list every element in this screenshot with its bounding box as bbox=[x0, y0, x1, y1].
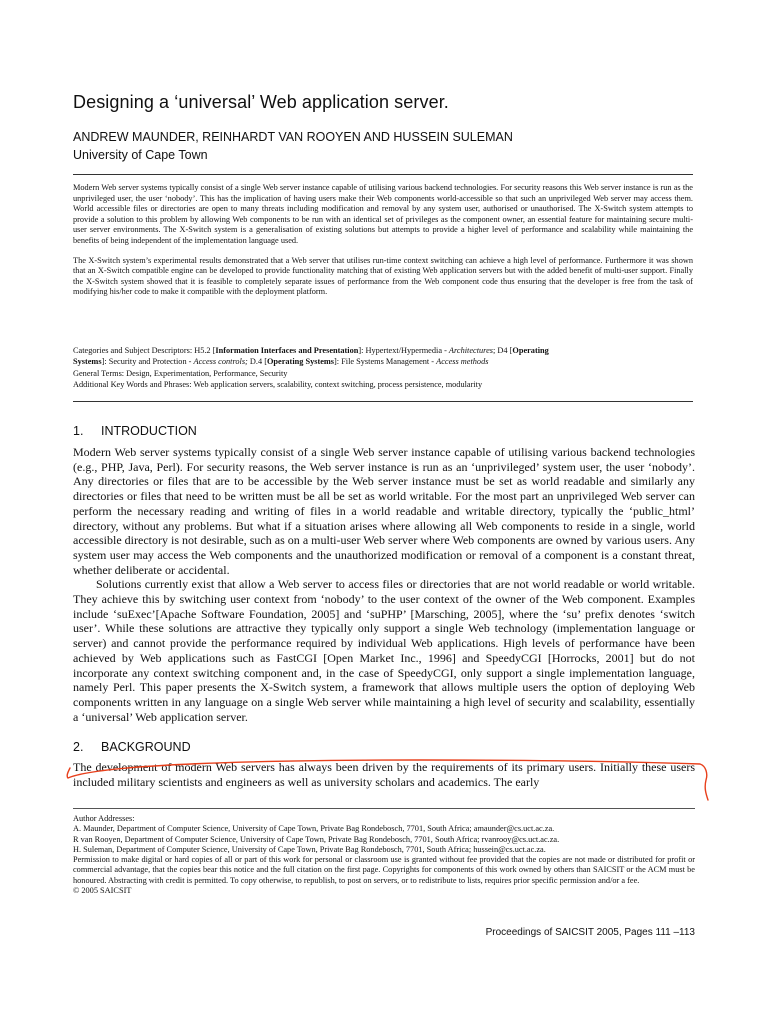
affiliation: University of Cape Town bbox=[73, 148, 208, 162]
abstract-paragraph-2: The X-Switch system’s experimental results demonstrated that a Web server that utilises run-time context switching can achieve a high level of performance. Furthermore it was shown that an X-Switch compatible engine can be developed to provide functionality matching that of existing Web application servers but with the added benefit of multi-user support. Finally the X-Switch system showed that it is feasible to completely separate issues of performance from the Web component code thus ensuring that the developer is free from the task of modifying his/her code to make it compatible with the deployment platform. bbox=[73, 255, 693, 297]
cat-text: ]: File Systems Management - bbox=[334, 357, 437, 367]
background-paragraph: The development of modern Web servers has always been driven by the requirements of its primary users. Initially these users included military scientists and engineers as well as university scholars and academics. The early bbox=[73, 760, 695, 789]
categories-line-2 bbox=[73, 356, 693, 367]
cat-text: ]: Security and Protection - bbox=[101, 357, 194, 367]
cat-bold: Operating bbox=[512, 346, 549, 355]
footnotes bbox=[73, 814, 695, 896]
section-number: 1. bbox=[73, 424, 84, 438]
cat-italic: Access methods bbox=[436, 357, 489, 367]
cat-italic: Architectures bbox=[448, 346, 494, 355]
copyright-notice: © 2005 SAICSIT bbox=[73, 886, 132, 896]
cat-bold: Operating Systems bbox=[266, 357, 335, 367]
introduction-body bbox=[73, 445, 695, 724]
intro-paragraph-2: Solutions currently exist that allow a Web server to access files or directories that are not world readable or world writable. They achieve this by switching user context from ‘nobody’ to the user context of the owner of the Web component. Examples include ‘suExec’[Apache Software Foundation, 2005] and ‘suPHP’ [Marsching, 2005], where the ‘su’ prefix denotes ‘switch user’. While these solutions are attractive they typically only support a single Web technology (implementation language or server) and cannot provide the performance required by individual Web applications. High levels of performance have been achieved by Web applications such as FastCGI [Open Market Inc., 1996] and SpeedyCGI [Horrocks, 2001] but do not incorporate any context switching component and, in the case of SpeedyCGI, only support a single implementation language, namely Perl. This paper presents the X-Switch system, a framework that allows multiple users the option of deploying Web components written in any language on a single Web server while maintaining a high level of security and scalability, essentially a ‘universal’ Web application server. bbox=[73, 577, 695, 724]
intro-paragraph-1: Modern Web server systems typically consist of a single Web server instance capable of utilising various backend technologies (e.g., PHP, Java, Perl). For security reasons, the Web server instance is run as an ‘unprivileged’ system user, the user ‘nobody’. Any directories or files that are to be accessible by the Web server instance must be set as world readable and similarly any directories or files that need to be written must be all be set as world writable. For the most part an unprivileged Web server can perform the necessary reading and writing of files in a world readable and writable directory, typically the ‘public_html’ directory, without any problems. But what if a situation arises where allowing all Web components to reside in a single, world accessible directory is not desirable, such as on a multi-user Web server where Web components are owned by various users. Any system user may access the Web components and the unauthorized modification or removal of a component is a constant threat, whether deliberate or accidental. bbox=[73, 445, 695, 577]
section-heading-background bbox=[73, 740, 191, 754]
author-address: R van Rooyen, Department of Computer Science, University of Cape Town, Private Bag Rondebosch, 7701, South Africa; rvanrooy@cs.uct.ac.za. bbox=[73, 834, 560, 844]
author-list: ANDREW MAUNDER, REINHARDT VAN ROOYEN AND HUSSEIN SULEMAN bbox=[73, 130, 513, 144]
general-terms: General Terms: Design, Experimentation, Performance, Security bbox=[73, 368, 288, 378]
author-addresses-heading: Author Addresses: bbox=[73, 814, 135, 823]
cat-text: Categories and Subject Descriptors: H5.2 [ bbox=[73, 346, 216, 355]
categories-line-1 bbox=[73, 345, 693, 356]
author-address: A. Maunder, Department of Computer Science, University of Cape Town, Private Bag Rondebosch, 7701, South Africa; amaunder@cs.uct.ac.za. bbox=[73, 824, 555, 834]
cat-bold: Systems bbox=[73, 357, 102, 367]
keywords: Additional Key Words and Phrases: Web application servers, scalability, context switching, process persistence, modularity bbox=[73, 380, 483, 390]
section-title: INTRODUCTION bbox=[101, 424, 197, 438]
paper-title: Designing a ‘universal’ Web application server. bbox=[73, 92, 449, 112]
cat-bold: Information Interfaces and Presentation bbox=[215, 346, 359, 355]
abstract bbox=[73, 183, 693, 307]
footnote-divider bbox=[73, 808, 695, 809]
section-number: 2. bbox=[73, 740, 84, 754]
cat-italic: Access controls; bbox=[193, 357, 248, 367]
header-divider bbox=[73, 174, 693, 175]
cat-text: ; D4 [ bbox=[493, 346, 513, 355]
proceedings-footer: Proceedings of SAICSIT 2005, Pages 111 –113 bbox=[485, 927, 695, 938]
categories-block bbox=[73, 345, 693, 391]
permission-notice: Permission to make digital or hard copies of all or part of this work for personal or classroom use is granted without fee provided that the copies are not made or distributed for profit or commercial advantage, that the copies bear this notice and the full citation on the first page. Copyrights for components of this work owned by others than SAICSIT or the ACM must be honoured. Abstracting with credit is permitted. To copy otherwise, to republish, to post on servers, or to redistribute to lists, requires prior specific permission and/or a fee. bbox=[73, 855, 695, 885]
cat-text: D.4 [ bbox=[247, 357, 267, 367]
section-heading-introduction bbox=[73, 424, 197, 438]
abstract-paragraph-1: Modern Web server systems typically consist of a single Web server instance capable of utilising various backend technologies. For security reasons this Web server instance is run as the unprivileged user, the user ‘nobody’. This has the implication of having users make their Web components world-accessible so that such an unprivileged Web server may access them. World accessible files or directories are open to many threats including modification and removal by any system user, authorised or unauthorised. The X-Switch system attempts to provide a solution to this problem by allowing Web components to be run with an identical set of privileges as the component owner, an essential feature for maintaining secure multi-user server environments. The X-Switch system is a generalisation of existing solutions but attempts to provide a higher level of performance and scalability while maintaining the benefits of being independent of the implementation language used. bbox=[73, 183, 693, 245]
section-title: BACKGROUND bbox=[101, 740, 191, 754]
cat-text: ]: Hypertext/Hypermedia - bbox=[358, 346, 449, 355]
abstract-divider bbox=[73, 401, 693, 402]
author-address: H. Suleman, Department of Computer Science, University of Cape Town, Private Bag Rondebosch, 7701, South Africa; hussein@cs.uct.ac.za. bbox=[73, 844, 546, 854]
